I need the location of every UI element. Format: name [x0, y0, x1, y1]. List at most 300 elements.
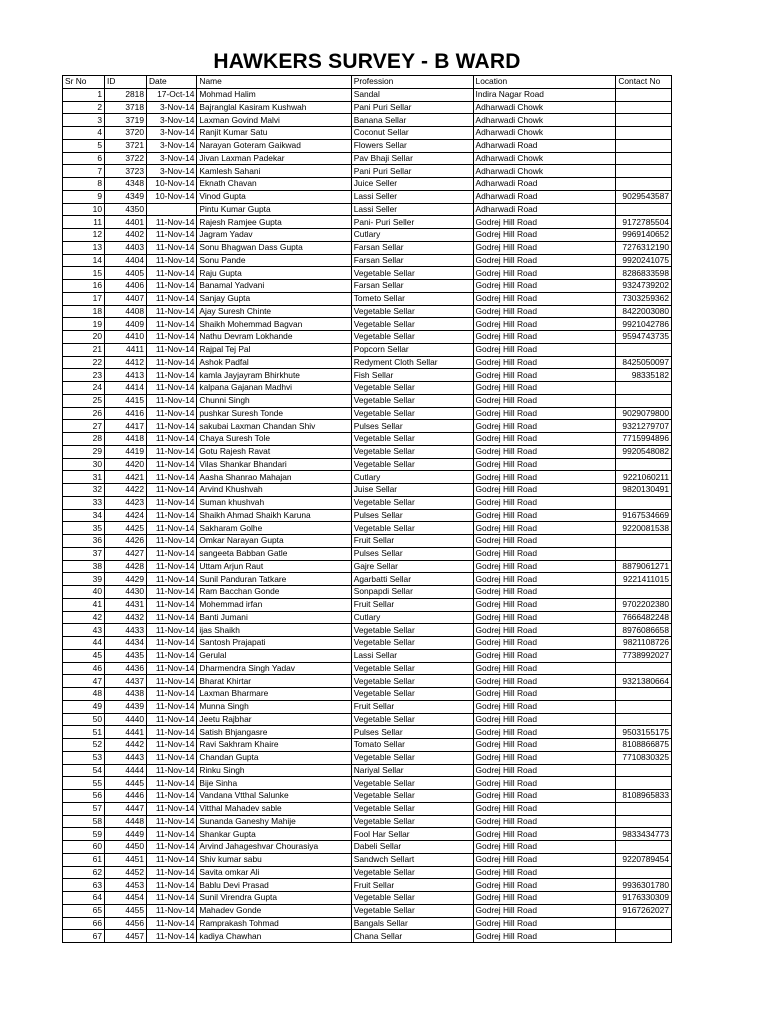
name-cell: Aasha Shanrao Mahajan	[197, 471, 351, 484]
date-cell: 11-Nov-14	[147, 662, 197, 675]
table-row	[63, 560, 672, 573]
name-cell: Savita omkar Ali	[197, 866, 351, 879]
sr-no-cell: 17	[63, 292, 105, 305]
id-cell: 4431	[105, 598, 147, 611]
id-cell: 4441	[105, 726, 147, 739]
header-sr-no: Sr No	[63, 76, 105, 89]
profession-cell: Pav Bhaji Sellar	[351, 152, 473, 165]
sr-no-cell: 23	[63, 369, 105, 382]
table-row	[63, 930, 672, 943]
table-row	[63, 815, 672, 828]
id-cell: 4416	[105, 407, 147, 420]
date-cell: 11-Nov-14	[147, 254, 197, 267]
contact-no-cell	[616, 139, 672, 152]
location-cell: Godrej Hill Road	[473, 496, 616, 509]
id-cell: 4424	[105, 509, 147, 522]
table-row	[63, 267, 672, 280]
table-row	[63, 751, 672, 764]
contact-no-cell: 9167534669	[616, 509, 672, 522]
profession-cell: Vegetable Sellar	[351, 394, 473, 407]
table-row	[63, 828, 672, 841]
contact-no-cell: 8879061271	[616, 560, 672, 573]
location-cell: Godrej Hill Road	[473, 688, 616, 701]
sr-no-cell: 5	[63, 139, 105, 152]
profession-cell: Cutlary	[351, 611, 473, 624]
table-row	[63, 904, 672, 917]
id-cell: 4447	[105, 802, 147, 815]
hawkers-table	[62, 75, 672, 943]
sr-no-cell: 64	[63, 892, 105, 905]
location-cell: Godrej Hill Road	[473, 726, 616, 739]
table-row	[63, 420, 672, 433]
contact-no-cell: 7715994896	[616, 433, 672, 446]
profession-cell: Tometo Sellar	[351, 292, 473, 305]
table-header-row	[63, 76, 672, 89]
location-cell: Godrej Hill Road	[473, 930, 616, 943]
name-cell: pushkar Suresh Tonde	[197, 407, 351, 420]
name-cell: Sanjay Gupta	[197, 292, 351, 305]
profession-cell: Lassi Seller	[351, 190, 473, 203]
id-cell: 4446	[105, 790, 147, 803]
sr-no-cell: 46	[63, 662, 105, 675]
name-cell: Nathu Devram Lokhande	[197, 331, 351, 344]
contact-no-cell: 9920241075	[616, 254, 672, 267]
name-cell: Jagram Yadav	[197, 229, 351, 242]
name-cell: Chaya Suresh Tole	[197, 433, 351, 446]
sr-no-cell: 26	[63, 407, 105, 420]
id-cell: 4417	[105, 420, 147, 433]
sr-no-cell: 60	[63, 841, 105, 854]
contact-no-cell: 9029543587	[616, 190, 672, 203]
sr-no-cell: 40	[63, 586, 105, 599]
name-cell: Dharmendra Singh Yadav	[197, 662, 351, 675]
location-cell: Godrej Hill Road	[473, 866, 616, 879]
date-cell: 11-Nov-14	[147, 853, 197, 866]
contact-no-cell	[616, 841, 672, 854]
header-date: Date	[147, 76, 197, 89]
id-cell: 4419	[105, 445, 147, 458]
date-cell: 11-Nov-14	[147, 764, 197, 777]
id-cell: 4434	[105, 637, 147, 650]
id-cell: 4432	[105, 611, 147, 624]
id-cell: 4410	[105, 331, 147, 344]
profession-cell: Coconut Sellar	[351, 127, 473, 140]
name-cell: Sunil Virendra Gupta	[197, 892, 351, 905]
table-row	[63, 407, 672, 420]
table-body	[63, 88, 672, 942]
sr-no-cell: 4	[63, 127, 105, 140]
contact-no-cell: 8976086658	[616, 624, 672, 637]
profession-cell: Pulses Sellar	[351, 726, 473, 739]
table-row	[63, 331, 672, 344]
header-location: Location	[473, 76, 616, 89]
id-cell: 4404	[105, 254, 147, 267]
contact-no-cell	[616, 343, 672, 356]
id-cell: 3720	[105, 127, 147, 140]
profession-cell: Farsan Sellar	[351, 280, 473, 293]
sr-no-cell: 58	[63, 815, 105, 828]
sr-no-cell: 65	[63, 904, 105, 917]
sr-no-cell: 21	[63, 343, 105, 356]
date-cell: 11-Nov-14	[147, 394, 197, 407]
name-cell: Munna Singh	[197, 700, 351, 713]
table-row	[63, 318, 672, 331]
table-row	[63, 152, 672, 165]
contact-no-cell	[616, 114, 672, 127]
name-cell: Gerulal	[197, 649, 351, 662]
name-cell: Ajay Suresh Chinte	[197, 305, 351, 318]
contact-no-cell: 9920548082	[616, 445, 672, 458]
name-cell: kadiya Chawhan	[197, 930, 351, 943]
profession-cell: Vegetable Sellar	[351, 688, 473, 701]
location-cell: Godrej Hill Road	[473, 904, 616, 917]
contact-no-cell	[616, 713, 672, 726]
id-cell: 3723	[105, 165, 147, 178]
profession-cell: Vegetable Sellar	[351, 637, 473, 650]
table-row	[63, 139, 672, 152]
sr-no-cell: 49	[63, 700, 105, 713]
profession-cell: Vegetable Sellar	[351, 790, 473, 803]
date-cell: 11-Nov-14	[147, 573, 197, 586]
date-cell: 11-Nov-14	[147, 305, 197, 318]
profession-cell: Pani Puri Sellar	[351, 101, 473, 114]
sr-no-cell: 35	[63, 522, 105, 535]
date-cell: 11-Nov-14	[147, 369, 197, 382]
location-cell: Adharwadi Chowk	[473, 101, 616, 114]
profession-cell: Vegetable Sellar	[351, 318, 473, 331]
sr-no-cell: 30	[63, 458, 105, 471]
table-row	[63, 879, 672, 892]
name-cell: Banti Jumani	[197, 611, 351, 624]
date-cell: 11-Nov-14	[147, 828, 197, 841]
contact-no-cell	[616, 764, 672, 777]
location-cell: Adharwadi Chowk	[473, 127, 616, 140]
date-cell: 11-Nov-14	[147, 509, 197, 522]
table-row	[63, 496, 672, 509]
sr-no-cell: 6	[63, 152, 105, 165]
date-cell: 11-Nov-14	[147, 904, 197, 917]
date-cell: 17-Oct-14	[147, 88, 197, 101]
profession-cell: Farsan Sellar	[351, 241, 473, 254]
location-cell: Godrej Hill Road	[473, 420, 616, 433]
location-cell: Godrej Hill Road	[473, 713, 616, 726]
header-name: Name	[197, 76, 351, 89]
contact-no-cell: 8108965833	[616, 790, 672, 803]
profession-cell: Nariyal Sellar	[351, 764, 473, 777]
date-cell: 11-Nov-14	[147, 586, 197, 599]
sr-no-cell: 28	[63, 433, 105, 446]
contact-no-cell: 9220789454	[616, 853, 672, 866]
date-cell: 11-Nov-14	[147, 726, 197, 739]
sr-no-cell: 55	[63, 777, 105, 790]
sr-no-cell: 3	[63, 114, 105, 127]
contact-no-cell: 9321279707	[616, 420, 672, 433]
name-cell: Rinku Singh	[197, 764, 351, 777]
id-cell: 4435	[105, 649, 147, 662]
location-cell: Godrej Hill Road	[473, 254, 616, 267]
location-cell: Godrej Hill Road	[473, 662, 616, 675]
contact-no-cell: 9221060211	[616, 471, 672, 484]
contact-no-cell	[616, 866, 672, 879]
contact-no-cell: 9969140652	[616, 229, 672, 242]
contact-no-cell: 7666482248	[616, 611, 672, 624]
name-cell: Kamlesh Sahani	[197, 165, 351, 178]
name-cell: Rajesh Ramjee Gupta	[197, 216, 351, 229]
header-contact-no: Contact No	[616, 76, 672, 89]
date-cell: 11-Nov-14	[147, 560, 197, 573]
contact-no-cell: 9833434773	[616, 828, 672, 841]
sr-no-cell: 16	[63, 280, 105, 293]
contact-no-cell: 9324739202	[616, 280, 672, 293]
sr-no-cell: 33	[63, 496, 105, 509]
contact-no-cell: 9936301780	[616, 879, 672, 892]
contact-no-cell	[616, 777, 672, 790]
id-cell: 4444	[105, 764, 147, 777]
contact-no-cell	[616, 930, 672, 943]
date-cell: 11-Nov-14	[147, 611, 197, 624]
date-cell: 11-Nov-14	[147, 407, 197, 420]
date-cell: 11-Nov-14	[147, 458, 197, 471]
location-cell: Godrej Hill Road	[473, 764, 616, 777]
contact-no-cell: 7276312190	[616, 241, 672, 254]
contact-no-cell	[616, 178, 672, 191]
location-cell: Godrej Hill Road	[473, 445, 616, 458]
contact-no-cell	[616, 203, 672, 216]
table-row	[63, 216, 672, 229]
name-cell: Shaikh Mohemmad Bagvan	[197, 318, 351, 331]
profession-cell: Vegetable Sellar	[351, 802, 473, 815]
date-cell: 11-Nov-14	[147, 292, 197, 305]
location-cell: Godrej Hill Road	[473, 484, 616, 497]
name-cell: Shiv kumar sabu	[197, 853, 351, 866]
profession-cell: Cutlary	[351, 229, 473, 242]
contact-no-cell	[616, 382, 672, 395]
name-cell: Mohemmad irfan	[197, 598, 351, 611]
location-cell: Godrej Hill Road	[473, 777, 616, 790]
profession-cell: Dabeli Sellar	[351, 841, 473, 854]
profession-cell: Bangals Sellar	[351, 917, 473, 930]
profession-cell: Vegetable Sellar	[351, 904, 473, 917]
id-cell: 4427	[105, 547, 147, 560]
id-cell: 4456	[105, 917, 147, 930]
sr-no-cell: 43	[63, 624, 105, 637]
profession-cell: Pani- Puri Seller	[351, 216, 473, 229]
name-cell: Arvind Jahageshvar Chourasiya	[197, 841, 351, 854]
profession-cell: Vegetable Sellar	[351, 433, 473, 446]
sr-no-cell: 25	[63, 394, 105, 407]
id-cell: 4429	[105, 573, 147, 586]
profession-cell: Vegetable Sellar	[351, 496, 473, 509]
location-cell: Godrej Hill Road	[473, 535, 616, 548]
table-row	[63, 573, 672, 586]
sr-no-cell: 63	[63, 879, 105, 892]
name-cell: Raju Gupta	[197, 267, 351, 280]
date-cell: 3-Nov-14	[147, 139, 197, 152]
location-cell: Godrej Hill Road	[473, 343, 616, 356]
table-row	[63, 484, 672, 497]
id-cell: 4348	[105, 178, 147, 191]
contact-no-cell	[616, 88, 672, 101]
sr-no-cell: 42	[63, 611, 105, 624]
page-title: HAWKERS SURVEY - B WARD	[213, 50, 521, 73]
header-id: ID	[105, 76, 147, 89]
date-cell: 11-Nov-14	[147, 637, 197, 650]
profession-cell: Vegetable Sellar	[351, 305, 473, 318]
date-cell: 11-Nov-14	[147, 739, 197, 752]
sr-no-cell: 48	[63, 688, 105, 701]
profession-cell: Lassi Seller	[351, 203, 473, 216]
contact-no-cell: 9321380664	[616, 675, 672, 688]
contact-no-cell: 9176330309	[616, 892, 672, 905]
location-cell: Godrej Hill Road	[473, 739, 616, 752]
location-cell: Godrej Hill Road	[473, 611, 616, 624]
id-cell: 4452	[105, 866, 147, 879]
table-row	[63, 101, 672, 114]
name-cell: Rajpal Tej Pal	[197, 343, 351, 356]
contact-no-cell: 7738992027	[616, 649, 672, 662]
sr-no-cell: 19	[63, 318, 105, 331]
profession-cell: Sandal	[351, 88, 473, 101]
id-cell: 4439	[105, 700, 147, 713]
sr-no-cell: 38	[63, 560, 105, 573]
name-cell: Laxman Govind Malvi	[197, 114, 351, 127]
name-cell: kamla Jayjayram Bhirkhute	[197, 369, 351, 382]
contact-no-cell	[616, 815, 672, 828]
location-cell: Godrej Hill Road	[473, 815, 616, 828]
contact-no-cell: 7303259362	[616, 292, 672, 305]
sr-no-cell: 31	[63, 471, 105, 484]
name-cell: Vilas Shankar Bhandari	[197, 458, 351, 471]
date-cell: 11-Nov-14	[147, 777, 197, 790]
name-cell: Laxman Bharmare	[197, 688, 351, 701]
date-cell: 3-Nov-14	[147, 165, 197, 178]
table-row	[63, 382, 672, 395]
name-cell: Sonu Bhagwan Dass Gupta	[197, 241, 351, 254]
name-cell: Shankar Gupta	[197, 828, 351, 841]
sr-no-cell: 41	[63, 598, 105, 611]
table-row	[63, 547, 672, 560]
profession-cell: Fruit Sellar	[351, 700, 473, 713]
location-cell: Adharwadi Road	[473, 190, 616, 203]
date-cell: 11-Nov-14	[147, 892, 197, 905]
contact-no-cell	[616, 101, 672, 114]
sr-no-cell: 50	[63, 713, 105, 726]
contact-no-cell: 8108866875	[616, 739, 672, 752]
date-cell: 11-Nov-14	[147, 713, 197, 726]
id-cell: 4455	[105, 904, 147, 917]
contact-no-cell	[616, 496, 672, 509]
contact-no-cell	[616, 700, 672, 713]
sr-no-cell: 22	[63, 356, 105, 369]
location-cell: Godrej Hill Road	[473, 407, 616, 420]
table-row	[63, 586, 672, 599]
date-cell: 11-Nov-14	[147, 624, 197, 637]
table-row	[63, 853, 672, 866]
location-cell: Godrej Hill Road	[473, 356, 616, 369]
table-row	[63, 713, 672, 726]
date-cell: 11-Nov-14	[147, 382, 197, 395]
sr-no-cell: 37	[63, 547, 105, 560]
id-cell: 4430	[105, 586, 147, 599]
date-cell: 11-Nov-14	[147, 318, 197, 331]
sr-no-cell: 47	[63, 675, 105, 688]
date-cell: 11-Nov-14	[147, 420, 197, 433]
table-row	[63, 458, 672, 471]
name-cell: Bablu Devi Prasad	[197, 879, 351, 892]
profession-cell: Vegetable Sellar	[351, 407, 473, 420]
name-cell: Ashok Padfal	[197, 356, 351, 369]
date-cell: 11-Nov-14	[147, 841, 197, 854]
table-row	[63, 739, 672, 752]
name-cell: Banamal Yadvani	[197, 280, 351, 293]
id-cell: 4418	[105, 433, 147, 446]
location-cell: Godrej Hill Road	[473, 560, 616, 573]
location-cell: Godrej Hill Road	[473, 547, 616, 560]
date-cell: 11-Nov-14	[147, 866, 197, 879]
id-cell: 4402	[105, 229, 147, 242]
location-cell: Adharwadi Road	[473, 203, 616, 216]
location-cell: Adharwadi Road	[473, 178, 616, 191]
sr-no-cell: 1	[63, 88, 105, 101]
profession-cell: Vegetable Sellar	[351, 624, 473, 637]
table-row	[63, 522, 672, 535]
contact-no-cell	[616, 535, 672, 548]
table-row	[63, 305, 672, 318]
name-cell: Omkar Narayan Gupta	[197, 535, 351, 548]
date-cell: 11-Nov-14	[147, 930, 197, 943]
table-row	[63, 343, 672, 356]
location-cell: Adharwadi Chowk	[473, 152, 616, 165]
contact-no-cell: 8286833598	[616, 267, 672, 280]
table-row	[63, 165, 672, 178]
date-cell: 11-Nov-14	[147, 802, 197, 815]
date-cell: 11-Nov-14	[147, 496, 197, 509]
contact-no-cell	[616, 586, 672, 599]
name-cell: Chandan Gupta	[197, 751, 351, 764]
contact-no-cell: 98335182	[616, 369, 672, 382]
table-row	[63, 764, 672, 777]
id-cell: 4451	[105, 853, 147, 866]
sr-no-cell: 44	[63, 637, 105, 650]
date-cell: 11-Nov-14	[147, 751, 197, 764]
date-cell: 11-Nov-14	[147, 879, 197, 892]
name-cell: Uttam Arjun Raut	[197, 560, 351, 573]
table-row	[63, 88, 672, 101]
name-cell: Arvind Khushvah	[197, 484, 351, 497]
location-cell: Adharwadi Chowk	[473, 165, 616, 178]
id-cell: 4426	[105, 535, 147, 548]
table-row	[63, 841, 672, 854]
profession-cell: Juice Seller	[351, 178, 473, 191]
sr-no-cell: 54	[63, 764, 105, 777]
location-cell: Godrej Hill Road	[473, 267, 616, 280]
sr-no-cell: 13	[63, 241, 105, 254]
sr-no-cell: 18	[63, 305, 105, 318]
id-cell: 4422	[105, 484, 147, 497]
id-cell: 4401	[105, 216, 147, 229]
profession-cell: Juise Sellar	[351, 484, 473, 497]
contact-no-cell: 8422003080	[616, 305, 672, 318]
table-row	[63, 535, 672, 548]
name-cell: Ram Bacchan Gonde	[197, 586, 351, 599]
contact-no-cell	[616, 547, 672, 560]
location-cell: Godrej Hill Road	[473, 624, 616, 637]
name-cell: ijas Shaikh	[197, 624, 351, 637]
name-cell: Bije Sinha	[197, 777, 351, 790]
table-row	[63, 229, 672, 242]
location-cell: Godrej Hill Road	[473, 637, 616, 650]
contact-no-cell	[616, 152, 672, 165]
